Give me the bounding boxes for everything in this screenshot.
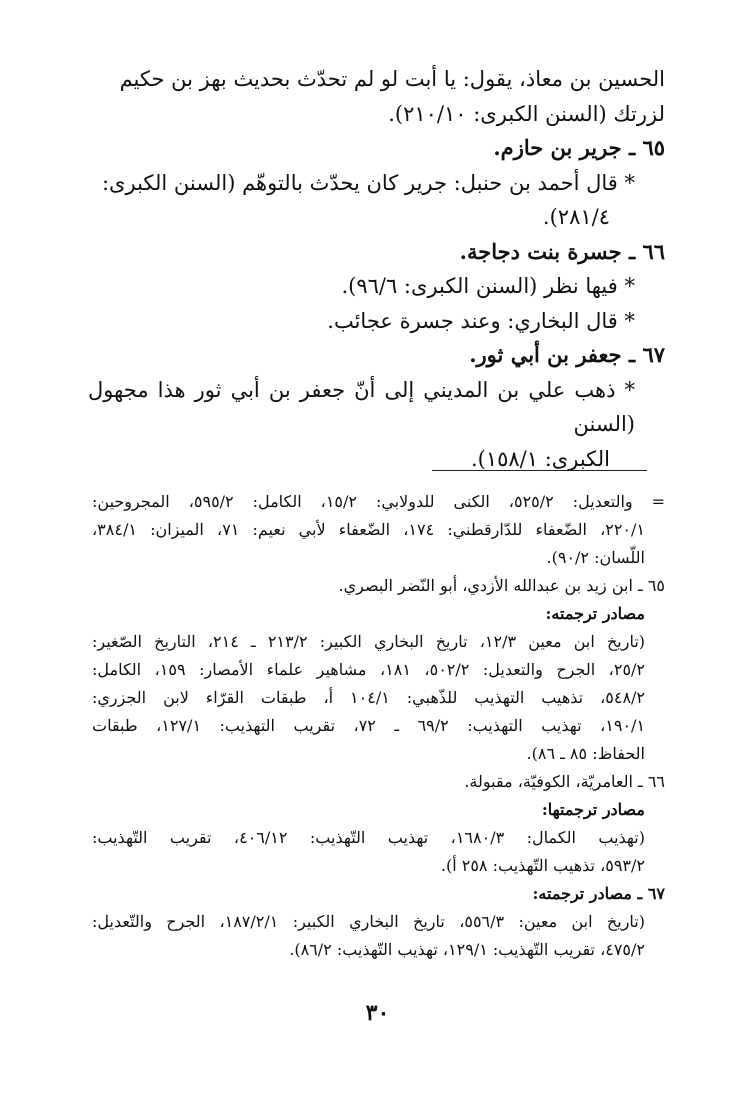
footnote-line: ٢٥/٢، الجرح والتعديل: ٥٠٢/٢، ١٨١، مشاهير علماء الأمصار: ١٥٩، الكامل: (92, 660, 646, 679)
footnote-65-sources-label: مصادر ترجمته: (545, 604, 645, 623)
footnote-line: الحفاظ: ٨٥ ـ ٨٦). (526, 744, 645, 763)
entry-67-quote-line-2: الكبرى: ١٥٨/١). (470, 446, 610, 471)
footnote-line: ٤٧٥/٢، تقريب التّهذيب: ١٢٩/١، تهذيب التّهذيب: ٨٦/٢). (289, 940, 645, 959)
footnote-line: (تاريخ ابن معين ١٢/٣، تاريخ البخاري الكبير: ٢١٣/٢ ـ ٢١٤، التاريخ الصّغير: (92, 632, 646, 651)
footnote-67-heading: ٦٧ ـ مصادر ترجمته: (532, 884, 665, 903)
entry-66-quote-1: * فيها نظر (السنن الكبرى: ٩٦/٦). (341, 274, 635, 298)
footnote-line: = والتعديل: ٥٢٥/٢، الكنى للدولابي: ١٥/٢، الكامل: ٥٩٥/٢، المجروحين: (92, 492, 666, 511)
footnote-line: ٢٢٠/١، الضّعفاء للدّارقطني: ١٧٤، الضّعفاء لأبي نعيم: ٧١، الميزان: ٣٨٤/١، (92, 520, 645, 539)
footnote-separator (432, 470, 647, 471)
entry-67-heading: ٦٧ ـ جعفر بن أبي ثور. (469, 342, 665, 367)
entry-66-heading: ٦٦ ـ جسرة بنت دجاجة. (459, 238, 665, 264)
footnote-65-heading: ٦٥ ـ ابن زيد بن عبدالله الأزدي، أبو النّضر البصري. (338, 576, 665, 595)
footnote-66-sources-label: مصادر ترجمتها: (541, 800, 645, 819)
entry-65-quote-line-2: ٢٨١/٤). (542, 205, 610, 229)
main-text (88, 62, 665, 476)
main-line-1: الحسين بن معاذ، يقول: يا أبت لو لم تحدّث بحديث بهز بن حكيم (119, 67, 665, 91)
page-number: ٣٠ (365, 1000, 390, 1026)
footnote-line: (تاريخ ابن معين: ٥٥٦/٣، تاريخ البخاري الكبير: ١٨٧/٢/١، الجرح والتّعديل: (92, 912, 645, 931)
entry-66-quote-2: * قال البخاري: وعند جسرة عجائب. (327, 308, 635, 333)
footnotes (92, 488, 665, 964)
footnote-line: ٥٤٨/٢، تذهيب التهذيب للذّهبي: ١٠٤/١ أ، طبقات القرّاء لابن الجزري: (92, 688, 646, 707)
entry-65-quote-line-1: * قال أحمد بن حنبل: جرير كان يحدّث بالتوهّم (السنن الكبرى: (101, 170, 635, 195)
footnote-line: (تهذيب الكمال: ١٦٨٠/٣، تهذيب التّهذيب: ٤٠٦/١٢، تقريب التّهذيب: (92, 828, 645, 847)
entry-65-heading: ٦٥ ـ جرير بن حازم. (493, 135, 665, 160)
footnote-line: ٥٩٣/٢، تذهيب التّهذيب: ٢٥٨ أ). (440, 856, 645, 875)
footnote-66-heading: ٦٦ ـ العامريّة، الكوفيّة، مقبولة. (464, 772, 665, 791)
entry-67-quote-line-1: * ذهب علي بن المديني إلى أنّ جعفر بن أبي ثور هذا مجهول (السنن (88, 377, 635, 436)
footnote-line: ١٩٠/١، تهذيب التهذيب: ٦٩/٢ ـ ٧٢، تقريب التهذيب: ١٢٧/١، طبقات (92, 716, 646, 735)
main-line-2: لزرتك (السنن الكبرى: ٢١٠/١٠). (388, 101, 665, 126)
footnote-line: اللّسان: ٩٠/٢). (546, 548, 645, 567)
